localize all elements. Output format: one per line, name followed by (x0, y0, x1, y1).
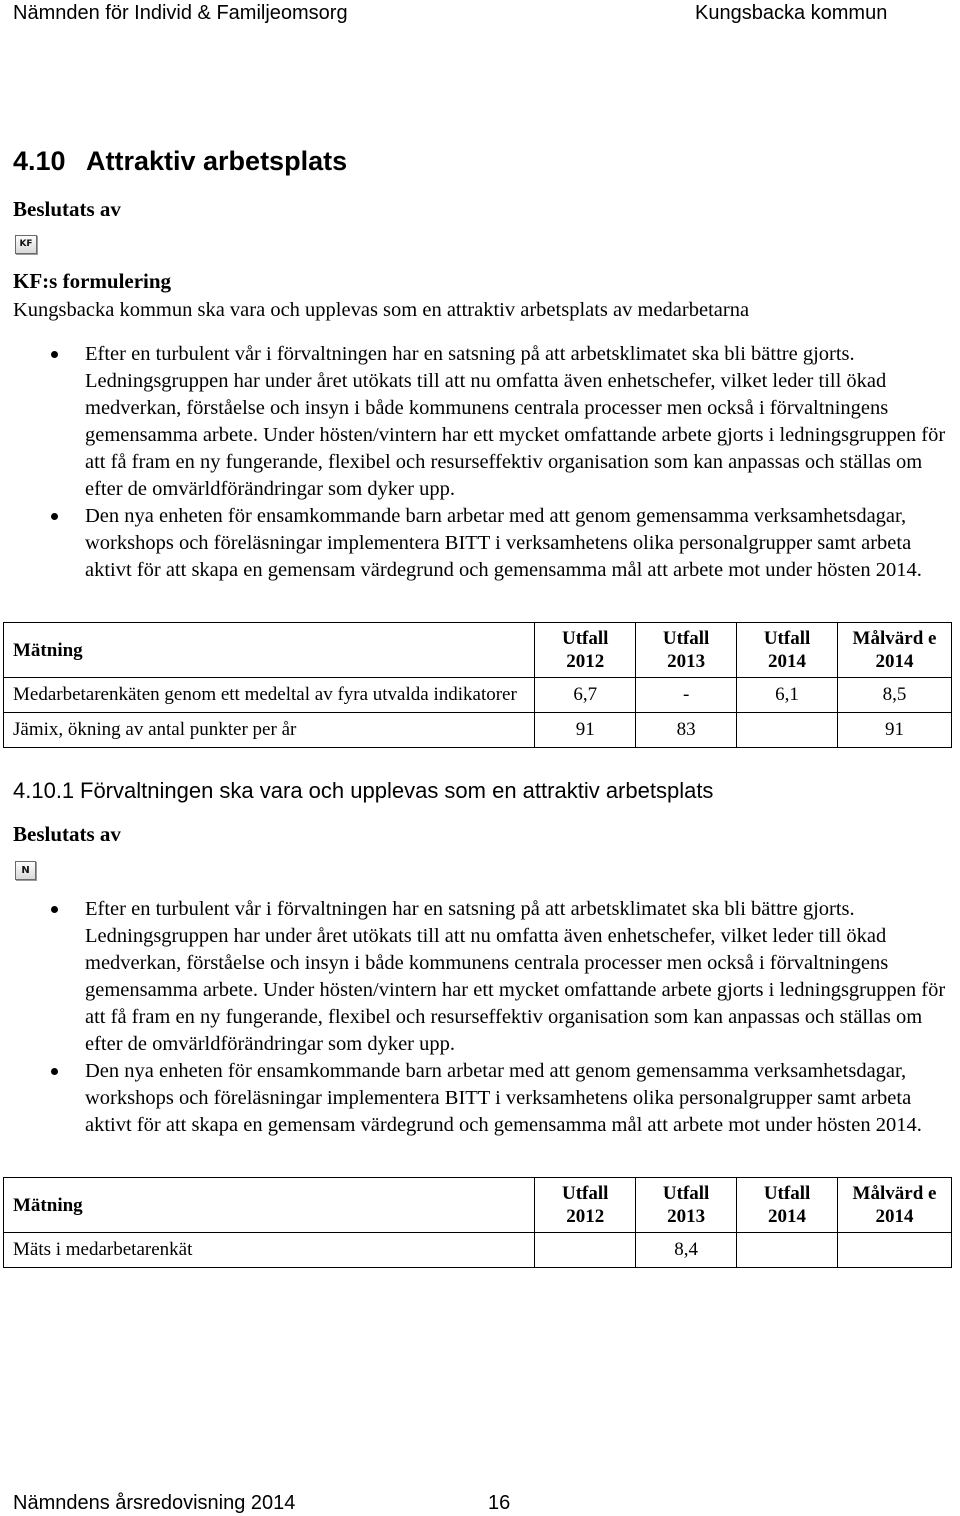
table-header-row (4, 623, 952, 678)
list-item: Den nya enheten för ensamkommande barn arbetar med att genom gemensamma verksamhetsdagar, workshops och föreläsningar implementera BITT i verksamhetens olika personalgrupper samt arbeta aktivt för att skapa en gemensam värdegrund och gemensamma mål att arbete mot under hösten 2014. (0, 1058, 958, 1139)
kf-badge-icon: KF (15, 235, 37, 254)
page-header-left: Nämnden för Individ & Familjeomsorg (13, 2, 348, 24)
page-footer-left: Nämndens årsredovisning 2014 (13, 1492, 296, 1514)
table-row (4, 1233, 952, 1268)
n-badge-icon: N (15, 861, 36, 880)
measurement-table (3, 1177, 952, 1268)
table-cell: Medarbetarenkäten genom ett medeltal av fyra utvalda indikatorer (4, 678, 535, 713)
bullet-icon (51, 906, 58, 913)
col-header-target: Målvärd e 2014 (838, 623, 952, 678)
decided-by-label: Beslutats av (13, 822, 121, 846)
table-cell: 91 (838, 713, 952, 748)
formulation-text: Kungsbacka kommun ska vara och upplevas som en attraktiv arbetsplats av medarbetarna (13, 299, 750, 321)
col-header-2014: Utfall 2014 (737, 1178, 838, 1233)
table-row (4, 678, 952, 713)
section-number: 4.10 (13, 146, 66, 176)
table-cell: 8,4 (636, 1233, 737, 1268)
section-heading (13, 146, 347, 177)
col-header-2012: Utfall 2012 (535, 1178, 636, 1233)
col-header-target: Målvärd e 2014 (838, 1178, 952, 1233)
list-item: Den nya enheten för ensamkommande barn arbetar med att genom gemensamma verksamhetsdagar, workshops och föreläsningar implementera BITT i verksamhetens olika personalgrupper samt arbeta aktivt för att skapa en gemensam värdegrund och gemensamma mål att arbete mot under hösten 2014. (0, 503, 958, 584)
col-header-2013: Utfall 2013 (636, 623, 737, 678)
table-cell: - (636, 678, 737, 713)
table-cell (737, 1233, 838, 1268)
subsection-number: 4.10.1 (13, 778, 75, 803)
table-row (4, 713, 952, 748)
table-cell: Jämix, ökning av antal punkter per år (4, 713, 535, 748)
subsection-title: Förvaltningen ska vara och upplevas som en attraktiv arbetsplats (80, 778, 714, 803)
decided-by-label: Beslutats av (13, 197, 121, 221)
col-header-measurement: Mätning (4, 623, 535, 678)
section-bullet-list (0, 341, 960, 584)
bullet-icon (51, 1068, 58, 1075)
col-header-measurement: Mätning (4, 1178, 535, 1233)
col-header-2013: Utfall 2013 (636, 1178, 737, 1233)
subsection-heading (13, 778, 713, 804)
table-cell: 83 (636, 713, 737, 748)
table-cell (838, 1233, 952, 1268)
formulation-label: KF:s formulering (13, 269, 172, 293)
bullet-icon (51, 351, 58, 358)
list-item: Efter en turbulent vår i förvaltningen har en satsning på att arbetsklimatet ska bli bättre gjorts. Ledningsgruppen har under året utökats till att nu omfatta även enhetschefer, vilket leder till ökad medverkan, förståelse och insyn i både kommunens centrala processer men också i förvaltningens gemensamma arbete. Under hösten/vintern har ett mycket omfattande arbete gjorts i ledningsgruppen för att få fram en ny fungerande, flexibel och resurseffektiv organisation som kan anpassas och ställas om efter de omvärldförändringar som dyker upp. (0, 341, 958, 503)
section-title: Attraktiv arbetsplats (86, 146, 348, 176)
page-number: 16 (488, 1492, 511, 1514)
col-header-2012: Utfall 2012 (535, 623, 636, 678)
table-cell: 8,5 (838, 678, 952, 713)
table-header-row (4, 1178, 952, 1233)
table-cell (535, 1233, 636, 1268)
table-cell (737, 713, 838, 748)
page-header-right: Kungsbacka kommun (695, 2, 888, 24)
list-item: Efter en turbulent vår i förvaltningen har en satsning på att arbetsklimatet ska bli bättre gjorts. Ledningsgruppen har under året utökats till att nu omfatta även enhetschefer, vilket leder till ökad medverkan, förståelse och insyn i både kommunens centrala processer men också i förvaltningens gemensamma arbete. Under hösten/vintern har ett mycket omfattande arbete gjorts i ledningsgruppen för att få fram en ny fungerande, flexibel och resurseffektiv organisation som kan anpassas och ställas om efter de omvärldförändringar som dyker upp. (0, 896, 958, 1058)
col-header-2014: Utfall 2014 (737, 623, 838, 678)
subsection-bullet-list (0, 896, 960, 1139)
measurement-table (3, 622, 952, 748)
table-cell: 6,1 (737, 678, 838, 713)
bullet-icon (51, 513, 58, 520)
table-cell: 6,7 (535, 678, 636, 713)
table-cell: Mäts i medarbetarenkät (4, 1233, 535, 1268)
table-cell: 91 (535, 713, 636, 748)
